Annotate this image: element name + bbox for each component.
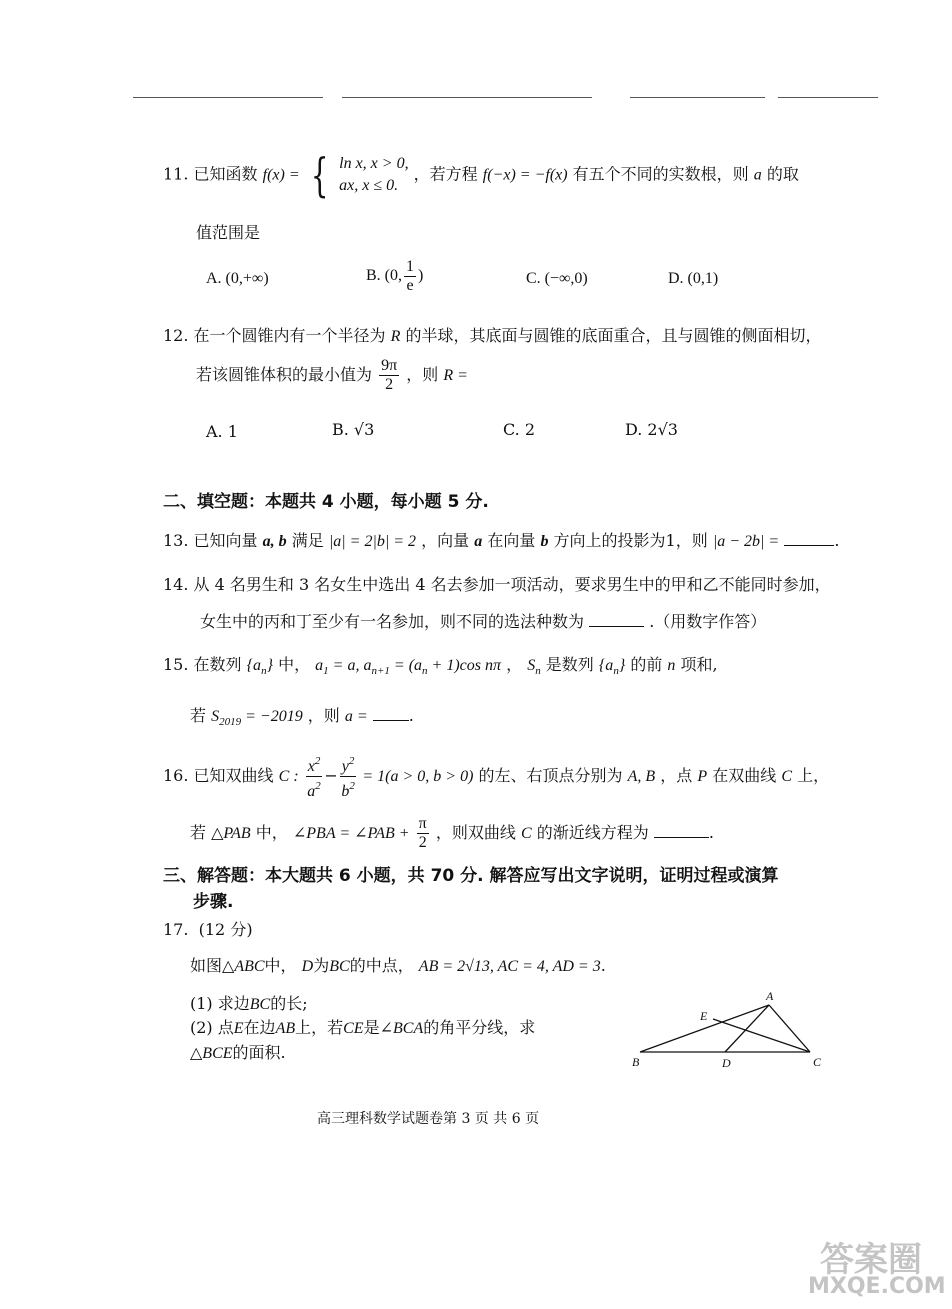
- q11-option-d: D. (0,1): [668, 270, 719, 287]
- label-b: B: [632, 1055, 640, 1069]
- question-15: 15. 在数列 $\{a_n\}$ 中， $a_1 = a$, $a_{n+1} = (a_n + 1)\cos$ nπ ， $S_n$ 是数列 $\{a_n\}$ 的前 n 项和,: [163, 655, 718, 677]
- label-d: D: [722, 1056, 731, 1070]
- question-17-part1: (1) 求边BC的长;: [190, 994, 308, 1013]
- page-footer: 高三理科数学试题卷第 3 页 共 6 页: [317, 1111, 540, 1127]
- question-17-stem: 如图△ABC中， D为BC的中点， AB = 2√13, AC = 4, AD = 3.: [190, 956, 606, 975]
- section-heading-solutions-cont: 步骤.: [193, 892, 234, 912]
- question-16-line2: 若 △PAB 中， ∠PBA = ∠PAB + $\frac{\pi}{2}$ ，则双曲线 C 的渐近线方程为 .: [190, 815, 714, 851]
- question-11-line2: 值范围是: [196, 223, 261, 242]
- label-c: C: [813, 1055, 822, 1069]
- segment-ad: [725, 1005, 769, 1052]
- header-rule: [630, 97, 765, 98]
- label-e: E: [700, 1009, 708, 1023]
- section-heading-fill-in: 二、填空题：本题共 4 小题，每小题 5 分.: [163, 492, 489, 512]
- header-rule: [342, 97, 592, 98]
- q12-option-d: D. 2√3: [625, 420, 678, 439]
- section-heading-solutions: 三、解答题：本大题共 6 小题，共 70 分. 解答应写出文字说明，证明过程或演算: [163, 866, 779, 886]
- q11-option-a: A. (0,+∞): [206, 270, 269, 287]
- question-15-line2: 若 $S_{2019} = -2019$ ，则 a = .: [190, 706, 414, 728]
- question-12-line2: 若该圆锥体积的最小值为 $\frac{9\pi}{2}$ ，则 R =: [196, 357, 468, 393]
- q12-option-a: A. 1: [206, 422, 238, 441]
- label-a: A: [766, 989, 774, 1003]
- answer-blank: [373, 706, 409, 721]
- question-12: 12. 在一个圆锥内有一个半径为 R 的半球，其底面与圆锥的底面重合，且与圆锥的侧面相切，: [163, 326, 822, 345]
- q12-option-b: B. √3: [332, 420, 375, 439]
- answer-blank: [654, 823, 709, 838]
- q11-option-b: B. (0, $\frac{1}{e}$ ): [366, 258, 424, 294]
- question-14-line2: 女生中的丙和丁至少有一名参加，则不同的选法种数为 .（用数字作答）: [200, 612, 767, 631]
- watermark-url: MXQE.COM: [808, 1274, 946, 1299]
- question-17-part2: (2) 点E在边AB上，若CE是∠BCA的角平分线，求: [190, 1018, 536, 1037]
- question-11: 11. 已知函数 f(x) = { ln x, x > 0, ax, x ≤ 0. ，若方程 f(−x) = −f(x) 有五个不同的实数根，则 a 的取: [163, 148, 799, 202]
- question-16: 16. 已知双曲线 C : $\frac{x^2}{a^2}$ − $\frac{y^2}{b^2}$ = 1(a > 0, b > 0) 的左、右顶点分别为 A, B ，点 P 在双曲线 C 上，: [163, 752, 829, 801]
- question-13: 13. 已知向量 a, b 满足 |a| = 2|b| = 2 ，向量 a 在向量 b 方向上的投影为1，则 |a − 2b| = .: [163, 531, 840, 550]
- q11-option-c: C. (−∞,0): [526, 270, 588, 287]
- question-17: 17. (12 分): [163, 920, 253, 939]
- answer-blank: [589, 612, 644, 627]
- question-17-part2-cont: △BCE的面积.: [190, 1043, 286, 1062]
- triangle-figure: [620, 985, 840, 1075]
- watermark-logo: 答案圈: [820, 1240, 922, 1280]
- answer-blank: [784, 531, 834, 546]
- header-rule: [133, 97, 323, 98]
- q12-option-c: C. 2: [503, 420, 536, 439]
- question-14: 14. 从 4 名男生和 3 名女生中选出 4 名去参加一项活动，要求男生中的甲和乙不能同时参加，: [163, 575, 831, 594]
- header-rule: [778, 97, 878, 98]
